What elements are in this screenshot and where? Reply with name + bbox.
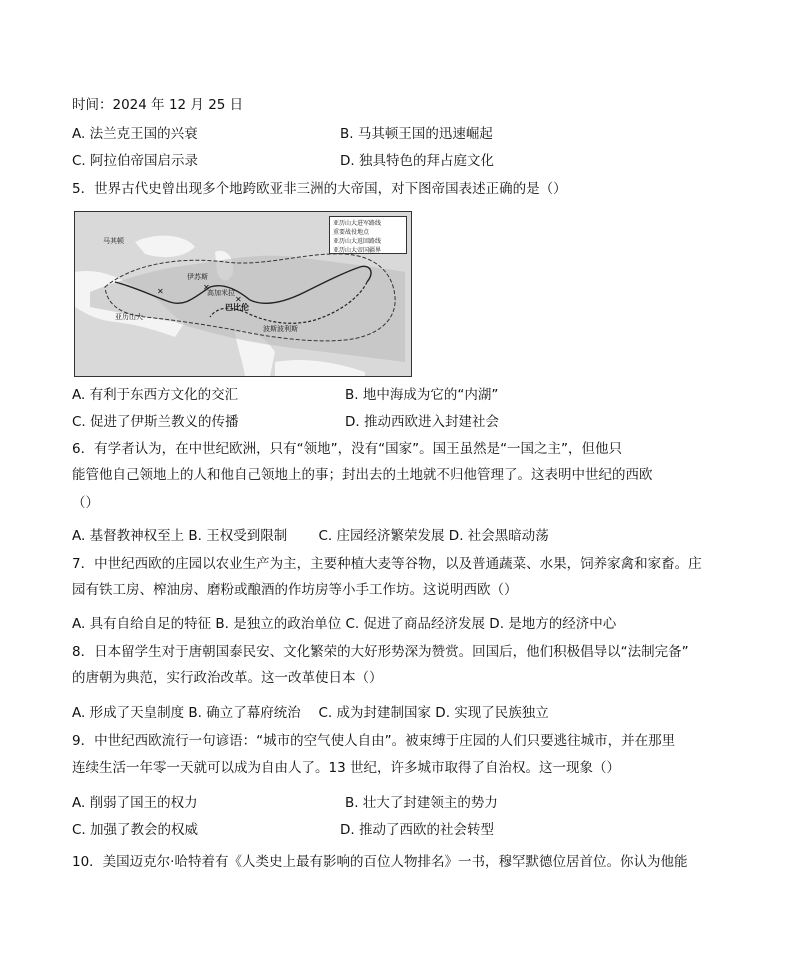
q10-stem-line1: 10．美国迈克尔·哈特着有《人类史上最有影响的百位人物排名》一书，穆罕默德位居首位。你认为他能	[72, 854, 688, 870]
q7-stem-line1: 7．中世纪西欧的庄园以农业生产为主，主要种植大麦等谷物，以及普通蔬菜、水果，饲养家禽和家畜。庄	[72, 556, 702, 572]
map-label-gaugamela: 高加米拉	[207, 289, 235, 297]
q7-stem-line2: 园有铁工房、榨油房、磨粉或酿酒的作坊房等小手工作坊。这说明西欧（）	[72, 582, 518, 598]
map-label-babylon: 巴比伦	[225, 303, 249, 312]
map-legend	[329, 216, 407, 254]
q5-option-c: C. 促进了伊斯兰教义的传播	[72, 414, 239, 430]
q9-option-c: C. 加强了教会的权威	[72, 822, 199, 838]
q5-option-d: D. 推动西欧进入封建社会	[345, 414, 499, 430]
svg-text:✕: ✕	[157, 287, 164, 296]
map-label-issus: 伊苏斯	[187, 273, 208, 281]
q9-option-a: A. 削弱了国王的权力	[72, 795, 198, 811]
alexander-empire-map	[74, 211, 412, 377]
q4-option-b: B. 马其顿王国的迅速崛起	[340, 126, 493, 142]
q6-stem-line2: 能管他自己领地上的人和他自己领地上的事；封出去的土地就不归他管理了。这表明中世纪的西欧	[72, 467, 653, 483]
q4-option-c: C. 阿拉伯帝国启示录	[72, 153, 199, 169]
q9-stem-line1: 9．中世纪西欧流行一句谚语：“城市的空气使人自由”。被束缚于庄园的人们只要逃往城市，并在那里	[72, 733, 676, 749]
q6-options: A. 基督教神权至上 B. 王权受到限制 C. 庄园经济繁荣发展 D. 社会黑暗动荡	[72, 528, 549, 544]
svg-text:✕: ✕	[203, 283, 210, 292]
q7-options: A. 具有自给自足的特征 B. 是独立的政治单位 C. 促进了商品经济发展 D. 是地方的经济中心	[72, 616, 617, 632]
map-label-macedonia: 马其顿	[103, 237, 124, 245]
legend-item: 亚历山大进军路线	[333, 220, 382, 227]
q9-stem-line2: 连续生活一年零一天就可以成为自由人了。13 世纪，许多城市取得了自治权。这一现象（）	[72, 760, 620, 776]
q9-option-d: D. 推动了西欧的社会转型	[340, 822, 494, 838]
legend-item: 亚历山大帝国疆界	[333, 247, 382, 254]
q8-stem-line1: 8．日本留学生对于唐朝国泰民安、文化繁荣的大好形势深为赞赏。回国后，他们积极倡导以“法制完备”	[72, 644, 689, 660]
q5-option-b: B. 地中海成为它的“内湖”	[345, 387, 499, 403]
q5-option-a: A. 有利于东西方文化的交汇	[72, 387, 239, 403]
q4-option-d: D. 独具特色的拜占庭文化	[340, 153, 494, 169]
q8-options: A. 形成了天皇制度 B. 确立了幕府统治 C. 成为封建制国家 D. 实现了民族独立	[72, 705, 549, 721]
map-label-alexandria: 亚历山大	[115, 313, 143, 321]
q6-stem-line3: （）	[72, 495, 99, 511]
svg-text:✕: ✕	[235, 295, 242, 304]
q8-stem-line2: 的唐朝为典范，实行政治改革。这一改革使日本（）	[72, 670, 383, 686]
q4-option-a: A. 法兰克王国的兴衰	[72, 126, 198, 142]
q5-stem: 5．世界古代史曾出现多个地跨欧亚非三洲的大帝国，对下图帝国表述正确的是（）	[72, 181, 567, 197]
legend-item: 亚历山大返回路线	[333, 238, 382, 245]
map-label-persepolis: 波斯波利斯	[263, 325, 298, 333]
legend-item: 重要战役地点	[333, 229, 370, 236]
q9-option-b: B. 壮大了封建领主的势力	[345, 795, 498, 811]
date-line: 时间：2024 年 12 月 25 日	[72, 97, 244, 113]
q6-stem-line1: 6．有学者认为，在中世纪欧洲，只有“领地”，没有“国家”。国王虽然是“一国之主”，但他只	[72, 441, 623, 457]
